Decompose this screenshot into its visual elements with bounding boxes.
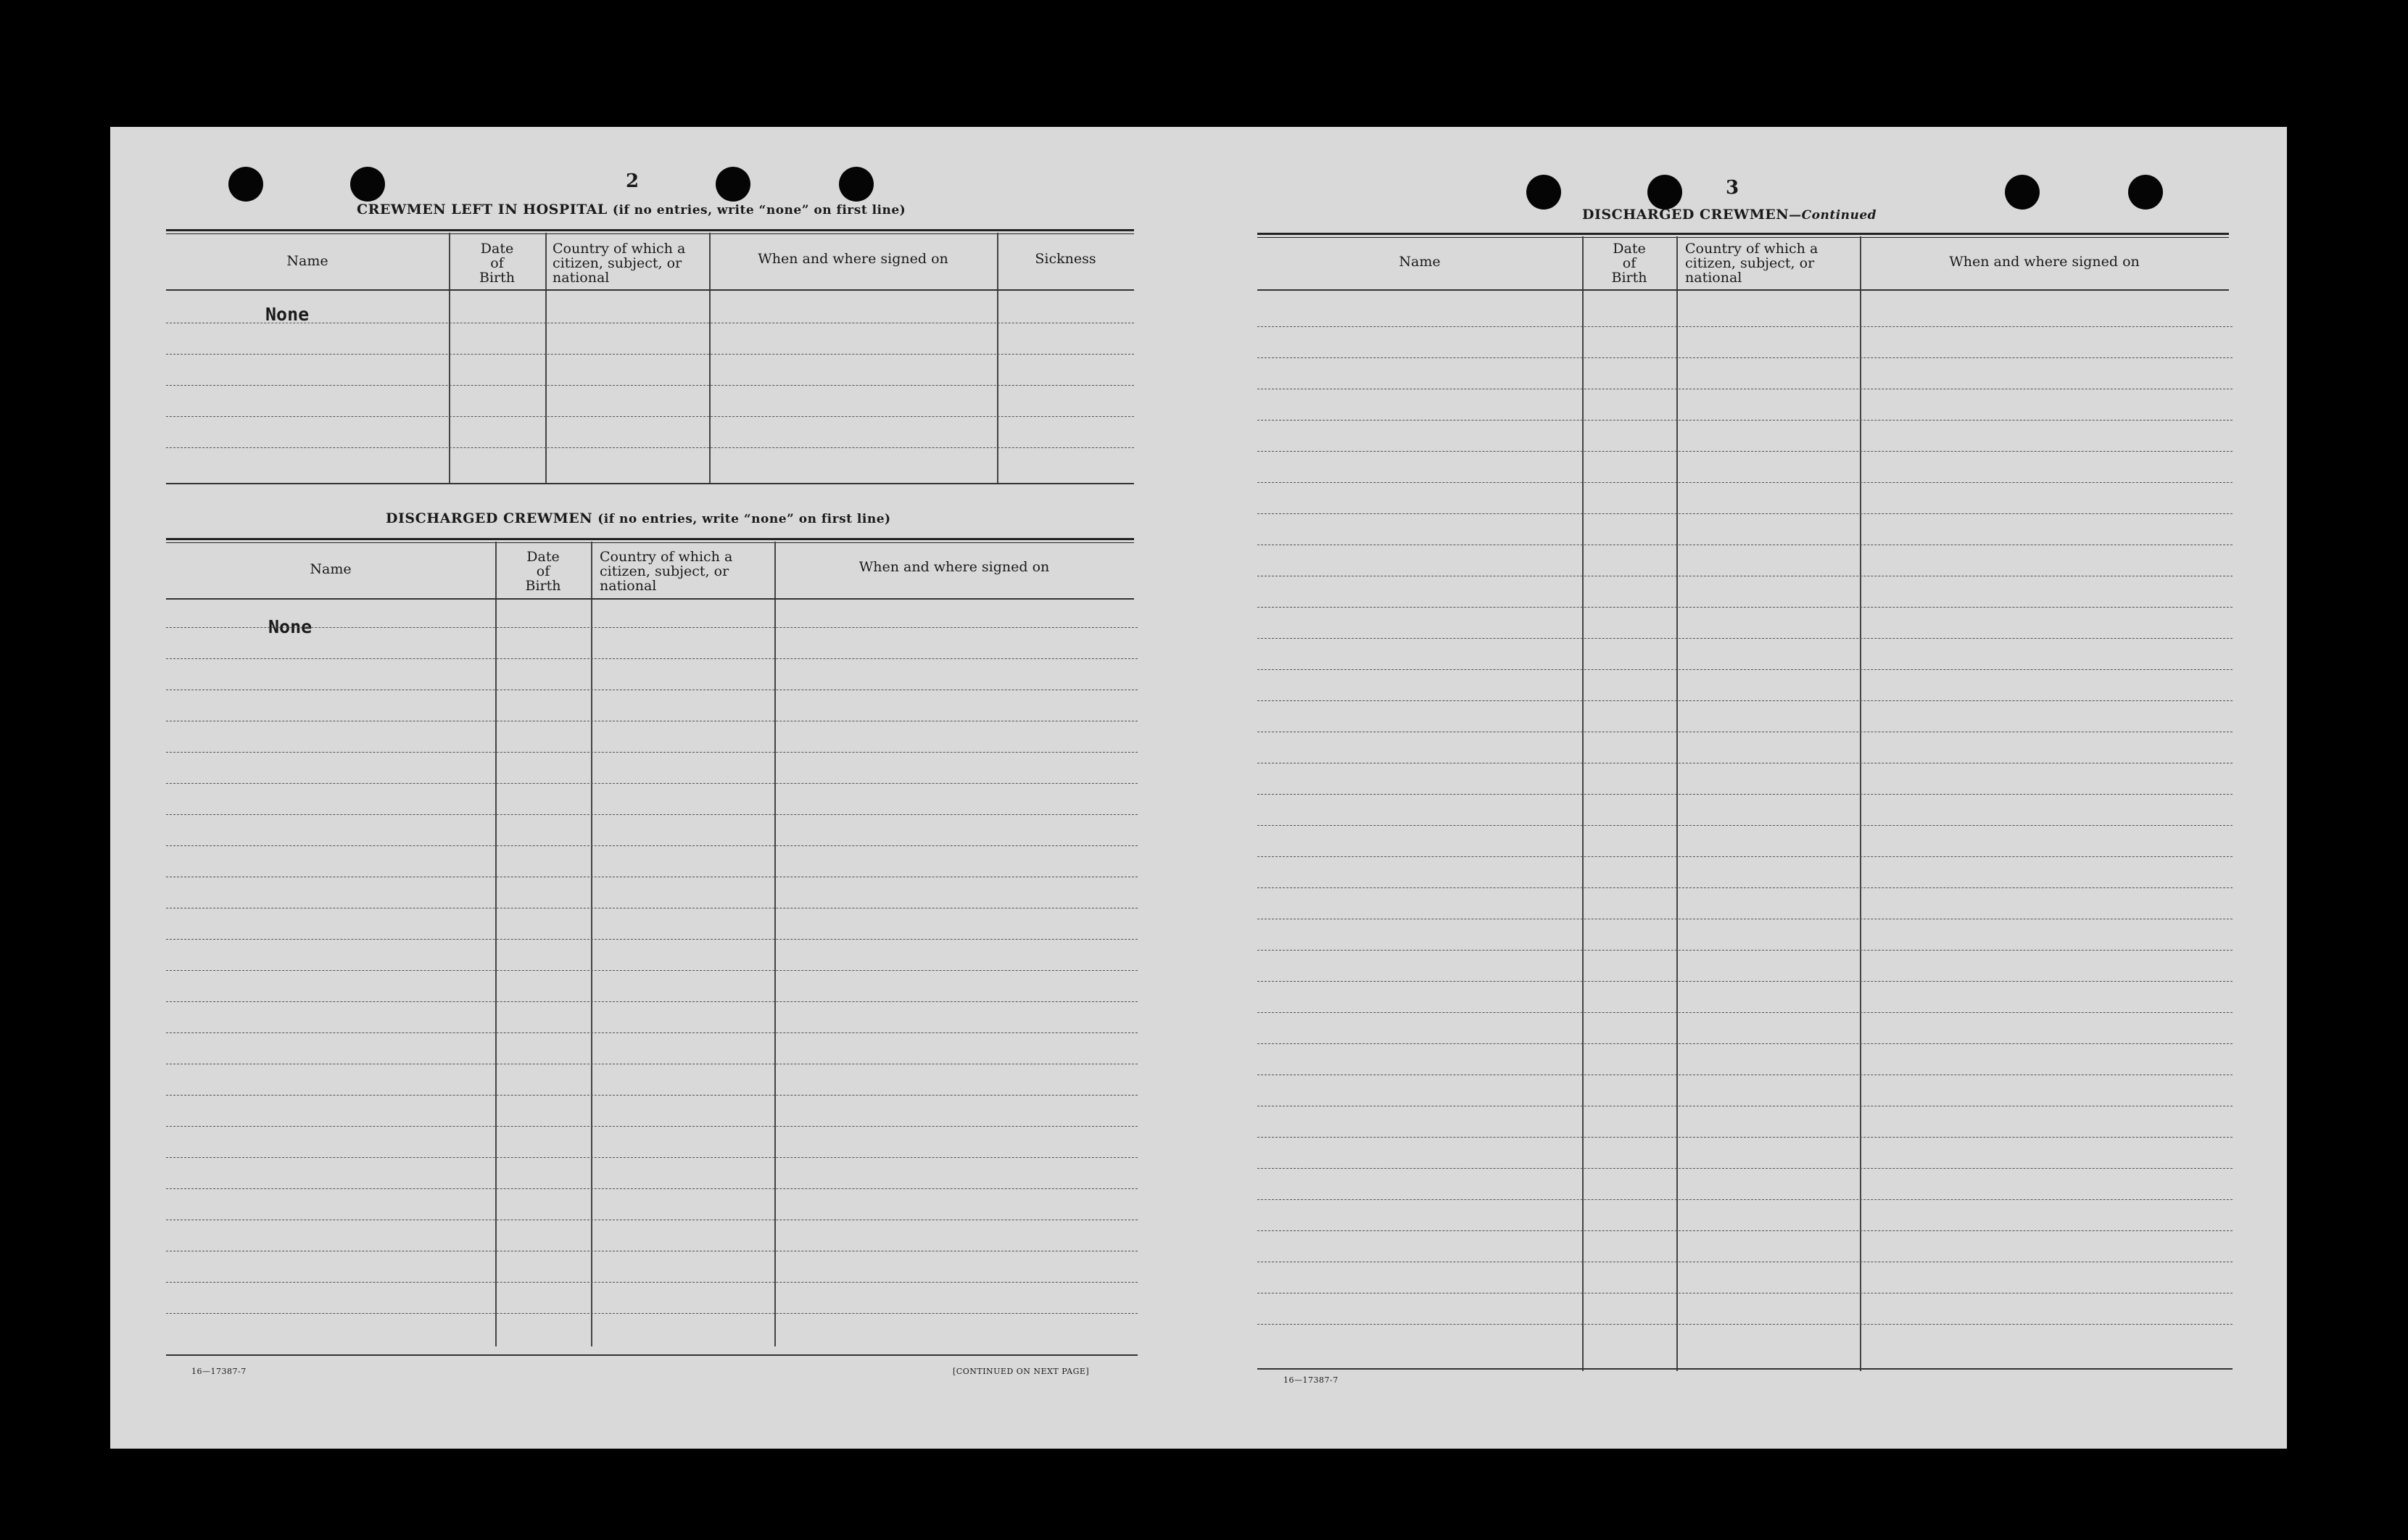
discharged-title-note: (if no entries, write “none” on first line) bbox=[597, 512, 891, 526]
form-row-line bbox=[1257, 856, 2233, 857]
discharged-title-text: DISCHARGED CREWMEN bbox=[1582, 207, 1790, 223]
form-row-line bbox=[166, 627, 1138, 628]
form-row-line bbox=[1257, 1137, 2233, 1138]
hospital-title-note: (if no entries, write “none” on first line) bbox=[612, 203, 906, 218]
column-divider bbox=[495, 542, 497, 1346]
form-row-line bbox=[1257, 887, 2233, 888]
header-bottom-rule bbox=[166, 598, 1134, 600]
form-row-line bbox=[166, 752, 1138, 753]
form-row-line bbox=[166, 1188, 1138, 1189]
punch-hole bbox=[1526, 175, 1561, 210]
form-row-line bbox=[1257, 638, 2233, 639]
punch-hole bbox=[350, 167, 385, 202]
form-row-line bbox=[1257, 669, 2233, 670]
column-divider bbox=[1676, 236, 1678, 1371]
form-row-line bbox=[1257, 1199, 2233, 1200]
hospital-section-title bbox=[357, 202, 906, 218]
form-row-line bbox=[1257, 700, 2233, 701]
form-row-line bbox=[1257, 950, 2233, 951]
page-3 bbox=[1198, 127, 2287, 1449]
form-row-line bbox=[166, 1001, 1138, 1002]
form-row-line bbox=[166, 1282, 1138, 1283]
form-row-line bbox=[1257, 420, 2233, 421]
page-number: 3 bbox=[1725, 177, 1739, 199]
form-code: 16—17387-7 bbox=[191, 1367, 247, 1376]
header-dob: Date of Birth bbox=[525, 549, 561, 594]
header-name: Name bbox=[286, 253, 328, 269]
form-row-line bbox=[166, 970, 1138, 971]
form-row-line bbox=[1257, 357, 2233, 358]
form-row-line bbox=[166, 814, 1138, 815]
form-row-line bbox=[1257, 1168, 2233, 1169]
form-row-line bbox=[1257, 981, 2233, 982]
column-divider bbox=[709, 233, 711, 484]
header-country: Country of which a citizen, subject, or national bbox=[1685, 241, 1819, 286]
form-row-line bbox=[1257, 794, 2233, 795]
form-row-line bbox=[166, 845, 1138, 846]
hospital-title-text: CREWMEN LEFT IN HOSPITAL bbox=[357, 202, 608, 218]
table-bottom-rule bbox=[1257, 1368, 2233, 1370]
column-divider bbox=[1582, 236, 1584, 1371]
column-divider bbox=[545, 233, 547, 484]
header-sickness: Sickness bbox=[1035, 251, 1096, 267]
form-row-line bbox=[166, 385, 1134, 386]
form-row-line bbox=[1257, 513, 2233, 514]
header-country: Country of which a citizen, subject, or national bbox=[553, 241, 686, 286]
form-code: 16—17387-7 bbox=[1283, 1375, 1339, 1385]
form-sheet bbox=[110, 127, 2287, 1449]
punch-hole bbox=[228, 167, 263, 202]
header-top-rule bbox=[166, 229, 1134, 234]
form-row-line bbox=[1257, 1012, 2233, 1013]
discharged-title-text: DISCHARGED CREWMEN bbox=[386, 510, 593, 526]
form-row-line bbox=[1257, 607, 2233, 608]
table-bottom-rule bbox=[166, 483, 1134, 484]
discharged-section-title bbox=[386, 510, 891, 526]
form-row-line bbox=[1257, 825, 2233, 826]
header-dob: Date of Birth bbox=[1611, 241, 1647, 286]
column-divider bbox=[774, 542, 776, 1346]
punch-hole bbox=[1647, 175, 1682, 210]
form-row-line bbox=[1257, 1230, 2233, 1231]
column-divider bbox=[997, 233, 998, 484]
header-signed-on: When and where signed on bbox=[858, 559, 1050, 575]
punch-hole bbox=[2005, 175, 2040, 210]
header-top-rule bbox=[1257, 233, 2229, 238]
table-bottom-rule bbox=[166, 1354, 1138, 1356]
header-top-rule bbox=[166, 538, 1134, 543]
form-row-line bbox=[166, 447, 1134, 448]
header-bottom-rule bbox=[166, 289, 1134, 291]
header-signed-on: When and where signed on bbox=[1949, 254, 2140, 270]
discharged-first-entry: None bbox=[268, 616, 313, 637]
punch-hole bbox=[2128, 175, 2163, 210]
form-row-line bbox=[1257, 451, 2233, 452]
form-row-line bbox=[166, 783, 1138, 784]
form-row-line bbox=[166, 1157, 1138, 1158]
header-name: Name bbox=[310, 561, 352, 577]
form-row-line bbox=[166, 416, 1134, 417]
hospital-first-entry: None bbox=[265, 304, 310, 325]
form-row-line bbox=[1257, 1043, 2233, 1044]
form-row-line bbox=[166, 1126, 1138, 1127]
form-row-line bbox=[1257, 482, 2233, 483]
header-bottom-rule bbox=[1257, 289, 2229, 291]
form-row-line bbox=[1257, 326, 2233, 327]
continued-note: [CONTINUED ON NEXT PAGE] bbox=[953, 1367, 1090, 1376]
form-row-line bbox=[166, 1313, 1138, 1314]
form-row-line bbox=[166, 1032, 1138, 1033]
column-divider bbox=[1860, 236, 1861, 1371]
discharged-continued-title bbox=[1582, 207, 1877, 223]
column-divider bbox=[591, 542, 592, 1346]
punch-hole bbox=[839, 167, 874, 202]
form-row-line bbox=[1257, 1324, 2233, 1325]
form-row-line bbox=[166, 354, 1134, 355]
header-name: Name bbox=[1399, 254, 1441, 270]
form-row-line bbox=[166, 658, 1138, 659]
page-2 bbox=[110, 127, 1198, 1449]
punch-hole bbox=[716, 167, 750, 202]
page-number: 2 bbox=[625, 170, 640, 192]
header-signed-on: When and where signed on bbox=[758, 251, 948, 267]
header-dob: Date of Birth bbox=[479, 241, 515, 286]
form-row-line bbox=[166, 1095, 1138, 1096]
continued-label: —Continued bbox=[1789, 208, 1877, 223]
form-row-line bbox=[166, 939, 1138, 940]
header-country: Country of which a citizen, subject, or national bbox=[600, 549, 733, 594]
